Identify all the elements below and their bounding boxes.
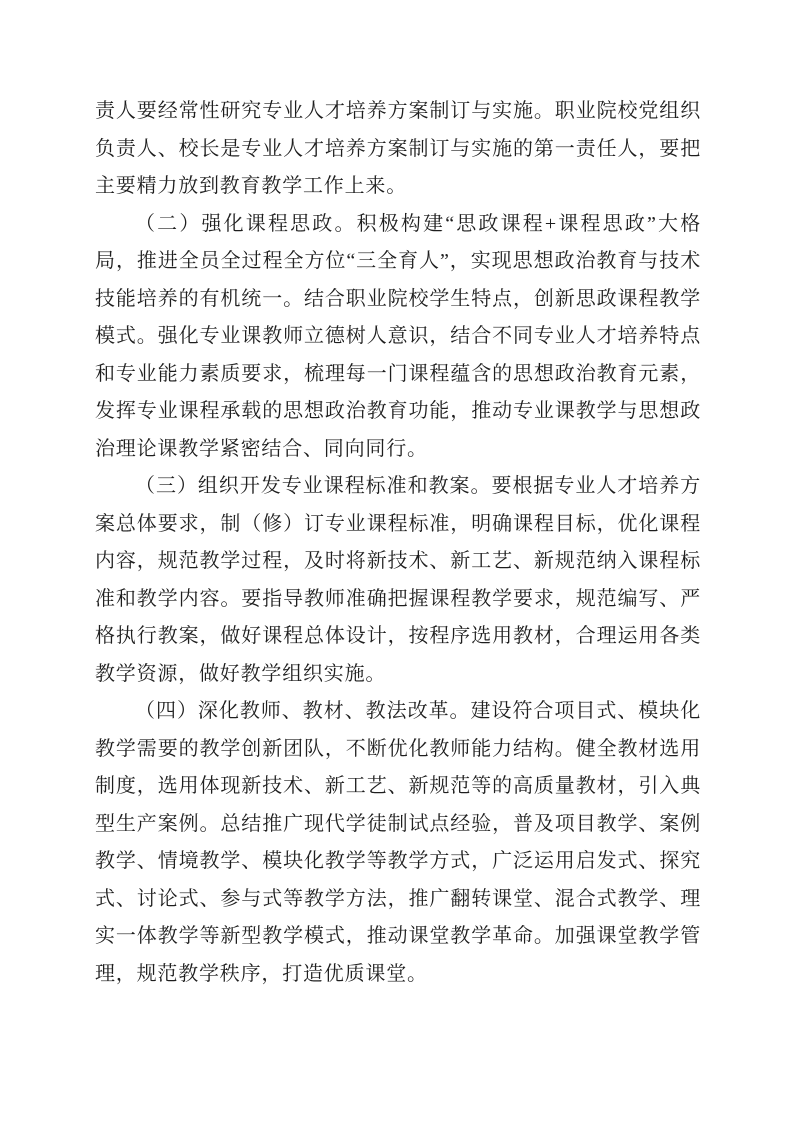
paragraph-continuation: 责人要经常性研究专业人才培养方案制订与实施。职业院校党组织负责人、校长是专业人才培养方案制订与实施的第一责任人，要把主要精力放到教育教学工作上来。 bbox=[95, 100, 701, 197]
document-text-body bbox=[95, 93, 701, 993]
paragraph-section-4: （四）深化教师、教材、教法改革。建设符合项目式、模块化教学需要的教学创新团队，不断优化教师能力结构。健全教材选用制度，选用体现新技术、新工艺、新规范等的高质量教材，引入典型生产案例。总结推广现代学徒制试点经验，普及项目教学、案例教学、情境教学、模块化教学等教学方式，广泛运用启发式、探究式、讨论式、参与式等教学方法，推广翻转课堂、混合式教学、理实一体教学等新型教学模式，推动课堂教学革命。加强课堂教学管理，规范教学秩序，打造优质课堂。 bbox=[95, 700, 701, 985]
paragraph-section-2: （二）强化课程思政。积极构建“思政课程+课程思政”大格局，推进全员全过程全方位“三全育人”，实现思想政治教育与技术技能培养的有机统一。结合职业院校学生特点，创新思政课程教学模式。强化专业课教师立德树人意识，结合不同专业人才培养特点和专业能力素质要求，梳理每一门课程蕴含的思想政治教育元素，发挥专业课程承载的思想政治教育功能，推动专业课教学与思想政治理论课教学紧密结合、同向同行。 bbox=[95, 212, 701, 460]
paragraph-section-3: （三）组织开发专业课程标准和教案。要根据专业人才培养方案总体要求，制（修）订专业课程标准，明确课程目标，优化课程内容，规范教学过程，及时将新技术、新工艺、新规范纳入课程标准和教学内容。要指导教师准确把握课程教学要求，规范编写、严格执行教案，做好课程总体设计，按程序选用教材，合理运用各类教学资源，做好教学组织实施。 bbox=[95, 475, 701, 685]
